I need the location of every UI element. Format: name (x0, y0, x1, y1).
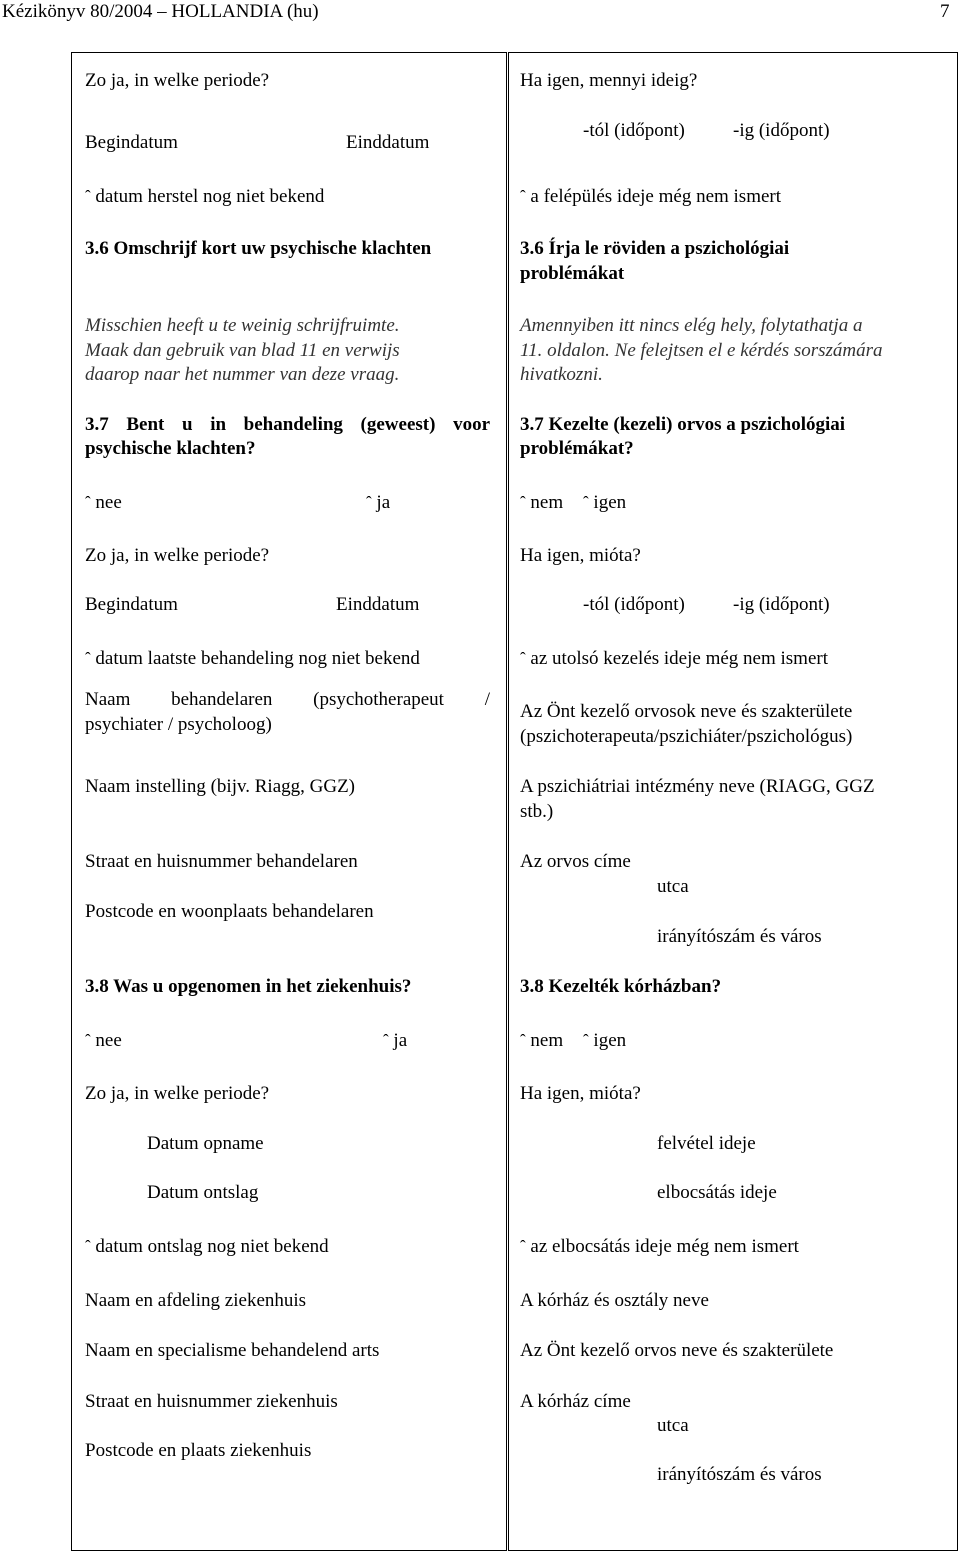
right-col-top-border (508, 52, 958, 53)
right-doctor-address: Az orvos címe (520, 851, 631, 872)
middle-border-a (506, 52, 507, 1551)
left-naam-instelling: Naam instelling (bijv. Riagg, GGZ) (85, 776, 355, 797)
right-col-bottom-border (508, 1550, 958, 1551)
left-postcode-behandelaren: Postcode en woonplaats behandelaren (85, 901, 374, 922)
left-q-period-3: Zo ja, in welke periode? (85, 1083, 270, 1104)
label-last-treatment-unknown: datum laatste behandeling nog niet bekend (95, 648, 420, 669)
left-nee-1-row (85, 491, 122, 514)
left-naam-behandelaren-1: Naam behandelaren (psychotherapeut / (85, 689, 490, 710)
left-s37-title-2: psychische klachten? (85, 438, 256, 459)
right-last-treatment-row (520, 647, 828, 670)
left-straat-behandelaren: Straat en huisnummer behandelaren (85, 851, 358, 872)
checkbox-nem-1[interactable]: ˆ (520, 493, 526, 512)
header-title: Kézikönyv 80/2004 – HOLLANDIA (hu) (2, 1, 319, 22)
right-recovery-unknown-row (520, 185, 781, 208)
right-q-since-1: Ha igen, mióta? (520, 545, 641, 566)
right-igen-2-row (583, 1029, 626, 1052)
left-last-treatment-row (85, 647, 420, 670)
checkbox-herstel-unknown[interactable]: ˆ (85, 187, 91, 206)
right-border (957, 52, 958, 1551)
left-s37-title-1: 3.7 Bent u in behandeling (geweest) voor (85, 414, 490, 435)
label-discharge-unknown: az elbocsátás ideje még nem ismert (530, 1236, 799, 1257)
left-s36-note-1: Misschien heeft u te weinig schrijfruimte. (85, 315, 400, 336)
right-utca-1: utca (657, 876, 689, 897)
right-treating-doctor: Az Önt kezelő orvos neve és szakterülete (520, 1340, 834, 1361)
right-hospital-ward: A kórház és osztály neve (520, 1290, 709, 1311)
label-herstel-unknown: datum herstel nog niet bekend (95, 186, 325, 207)
label-igen-1: igen (593, 492, 627, 513)
checkbox-ontslag-unknown[interactable]: ˆ (85, 1237, 91, 1256)
left-naam-behandelaren-2: psychiater / psycholoog) (85, 714, 272, 735)
right-nem-2-row (520, 1029, 563, 1052)
label-ja-1: ja (376, 492, 391, 513)
right-s36-title-2: problémákat (520, 263, 625, 284)
left-col-top-border (72, 52, 506, 53)
right-tol-1: -tól (időpont) (583, 120, 685, 141)
checkbox-last-treatment-unknown[interactable]: ˆ (85, 649, 91, 668)
right-institution-1: A pszichiátriai intézmény neve (RIAGG, GGZ (520, 776, 875, 797)
left-einddatum-1: Einddatum (346, 132, 430, 153)
left-postcode-ziekenhuis: Postcode en plaats ziekenhuis (85, 1440, 312, 1461)
label-igen-2: igen (593, 1030, 627, 1051)
right-s36-note-1: Amennyiben itt nincs elég hely, folytathatja a (520, 315, 863, 336)
right-utca-2: utca (657, 1415, 689, 1436)
left-einddatum-2: Einddatum (336, 594, 420, 615)
left-naam-afdeling: Naam en afdeling ziekenhuis (85, 1290, 307, 1311)
right-ig-1: -ig (időpont) (733, 120, 830, 141)
right-doctors-1: Az Önt kezelő orvosok neve és szakterülete (520, 701, 853, 722)
right-discharge-unknown-row (520, 1235, 799, 1258)
right-s36-note-3: hivatkozni. (520, 364, 603, 385)
right-s36-note-2: 11. oldalon. Ne felejtsen el e kérdés sorszámára (520, 340, 883, 361)
label-nem-2: nem (530, 1030, 564, 1051)
label-nem-1: nem (530, 492, 564, 513)
right-ig-2: -ig (időpont) (733, 594, 830, 615)
middle-border-b (508, 52, 509, 1551)
left-begindatum-1: Begindatum (85, 132, 178, 153)
left-s36-title: 3.6 Omschrijf kort uw psychische klachten (85, 238, 432, 259)
left-s36-note-3: daarop naar het nummer van deze vraag. (85, 364, 400, 385)
left-s36-note-2: Maak dan gebruik van blad 11 en verwijs (85, 340, 400, 361)
right-q-since-2: Ha igen, mióta? (520, 1083, 641, 1104)
right-s37-title-2: problémákat? (520, 438, 634, 459)
label-ontslag-unknown: datum ontslag nog niet bekend (95, 1236, 329, 1257)
label-ja-2: ja (393, 1030, 408, 1051)
right-igen-1-row (583, 491, 626, 514)
left-herstel-unknown-row (85, 185, 324, 208)
left-datum-ontslag: Datum ontslag (147, 1182, 259, 1203)
checkbox-ja-2[interactable]: ˆ (383, 1031, 389, 1050)
checkbox-last-treatment-unknown-hu[interactable]: ˆ (520, 649, 526, 668)
checkbox-recovery-unknown[interactable]: ˆ (520, 187, 526, 206)
label-recovery-unknown: a felépülés ideje még nem ismert (530, 186, 782, 207)
left-q-period-1: Zo ja, in welke periode? (85, 70, 270, 91)
page-number: 7 (940, 1, 950, 22)
checkbox-ja-1[interactable]: ˆ (366, 493, 372, 512)
left-nee-2-row (85, 1029, 122, 1052)
checkbox-nee-1[interactable]: ˆ (85, 493, 91, 512)
label-last-treatment-unknown-hu: az utolsó kezelés ideje még nem ismert (530, 648, 828, 669)
left-straat-ziekenhuis: Straat en huisnummer ziekenhuis (85, 1391, 338, 1412)
checkbox-igen-1[interactable]: ˆ (583, 493, 589, 512)
right-admission-date: felvétel ideje (657, 1133, 756, 1154)
right-discharge-date: elbocsátás ideje (657, 1182, 777, 1203)
right-q-duration: Ha igen, mennyi ideig? (520, 70, 698, 91)
label-nee-2: nee (95, 1030, 122, 1051)
left-s38-title: 3.8 Was u opgenomen in het ziekenhuis? (85, 976, 412, 997)
right-s38-title: 3.8 Kezelték kórházban? (520, 976, 722, 997)
left-naam-specialisme: Naam en specialisme behandelend arts (85, 1340, 380, 1361)
left-q-period-2: Zo ja, in welke periode? (85, 545, 270, 566)
right-doctors-2: (pszichoterapeuta/pszichiáter/pszichológus) (520, 726, 853, 747)
left-datum-opname: Datum opname (147, 1133, 264, 1154)
right-s37-title-1: 3.7 Kezelte (kezeli) orvos a pszichológiai (520, 414, 846, 435)
checkbox-nee-2[interactable]: ˆ (85, 1031, 91, 1050)
right-hospital-address: A kórház címe (520, 1391, 631, 1412)
checkbox-discharge-unknown[interactable]: ˆ (520, 1237, 526, 1256)
left-col-bottom-border (72, 1550, 506, 1551)
left-begindatum-2: Begindatum (85, 594, 178, 615)
left-ontslag-unknown-row (85, 1235, 329, 1258)
left-border (71, 52, 72, 1551)
right-tol-2: -tól (időpont) (583, 594, 685, 615)
right-s36-title-1: 3.6 Írja le röviden a pszichológiai (520, 238, 790, 259)
checkbox-nem-2[interactable]: ˆ (520, 1031, 526, 1050)
checkbox-igen-2[interactable]: ˆ (583, 1031, 589, 1050)
left-ja-1-row (366, 491, 390, 514)
right-nem-1-row (520, 491, 563, 514)
right-zip-city-1: irányítószám és város (657, 926, 822, 947)
left-ja-2-row (383, 1029, 407, 1052)
right-zip-city-2: irányítószám és város (657, 1464, 822, 1485)
right-institution-2: stb.) (520, 801, 554, 822)
label-nee-1: nee (95, 492, 122, 513)
